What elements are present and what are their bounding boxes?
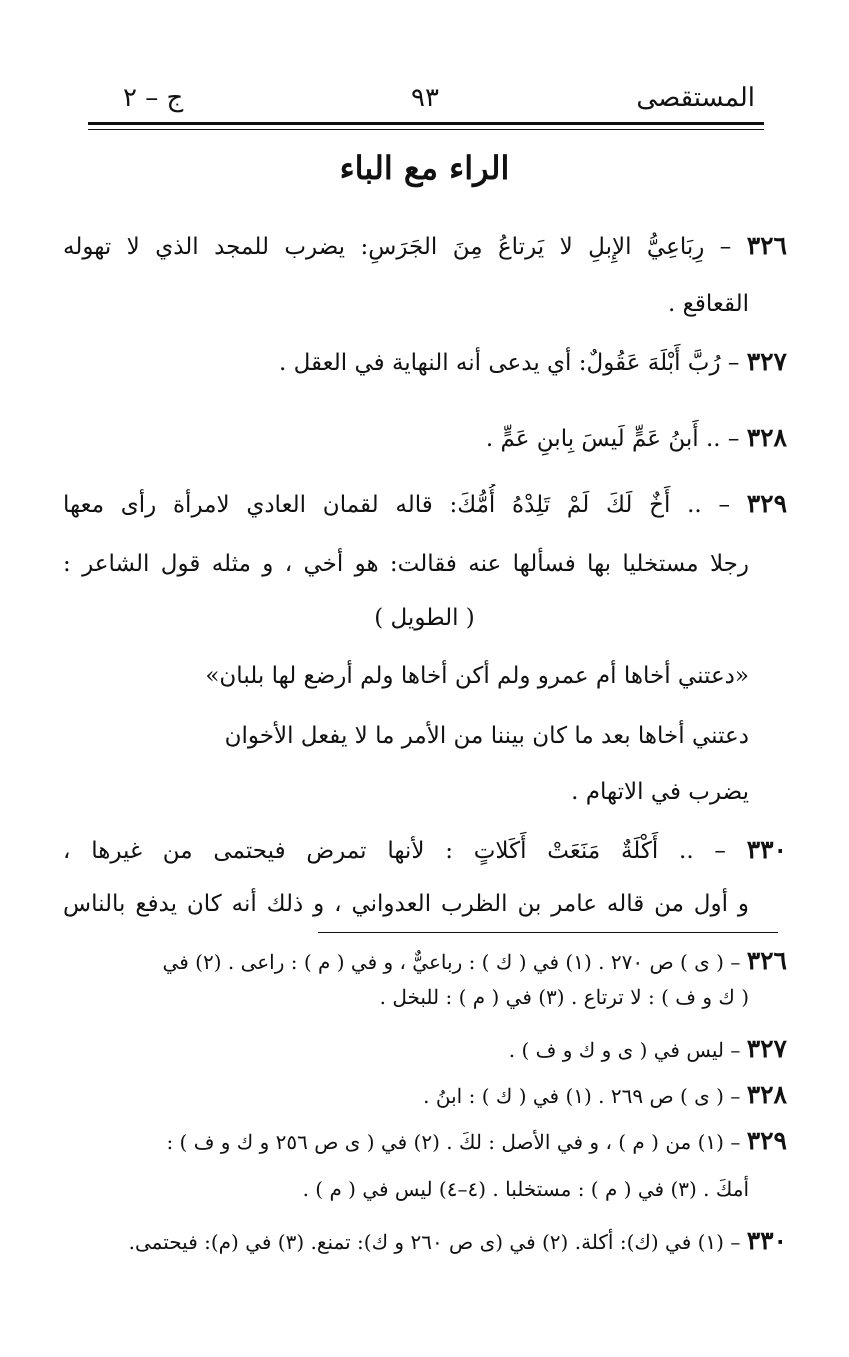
header-rule	[88, 122, 764, 125]
footnote-327	[63, 1032, 787, 1067]
footnote-text: – (١) في (ك): أكلة. (٢) في (ى ص ٢٦٠ و ك): تمنع. (٣) في (م): فيحتمى.	[128, 1230, 741, 1254]
footnote-rule	[318, 932, 778, 933]
header-rule-thin	[88, 129, 764, 130]
entry-number: ٣٢٩	[746, 489, 787, 518]
entry-326-line-2	[63, 284, 749, 324]
footnote-328	[63, 1078, 787, 1113]
footnote-326-line-2	[63, 980, 749, 1014]
entry-329-line-2	[63, 544, 749, 584]
footnote-text: – ( ى ) ص ٢٧٠ . (١) في ( ك ) : رباعيٌّ ، و في ( م ) : راعى . (٢) في	[162, 950, 741, 974]
footnote-number: ٣٢٩	[746, 1126, 787, 1155]
footnote-329-line-2	[63, 1172, 749, 1206]
section-title: الراء مع الباء	[339, 149, 510, 187]
footnote-text: ( ك و ف ) : لا ترتاع . (٣) في ( م ) : للبخل .	[379, 985, 749, 1009]
footnote-329-line-1	[63, 1124, 787, 1159]
entry-text: – رِبَاعِيُّ الإِبلِ لا يَرتاعُ مِنَ الجَرَسِ: يضرب للمجد الذي لا تهوله	[63, 234, 732, 260]
footnote-text: – ليس في ( ى و ك و ف ) .	[508, 1038, 741, 1062]
entry-327-line-1	[63, 342, 787, 383]
meter-text: ( الطويل )	[374, 605, 475, 631]
book-title: المستقصى	[636, 83, 755, 113]
entry-330-line-2	[63, 884, 749, 924]
entry-number: ٣٣٠	[746, 835, 787, 864]
footnote-text: – (١) من ( م ) ، و في الأصل : لكَ . (٢) في ( ى ص ٢٥٦ و ك و ف ) :	[166, 1130, 741, 1154]
entry-text: – .. أَخٌ لَكَ لَمْ تَلِدْهُ أُمُّكَ: قاله لقمان العادي لامرأة رأى معها	[63, 492, 730, 518]
page-header	[95, 78, 755, 118]
entry-text: – رُبَّ أَبْلَهَ عَقُولٌ: أي يدعى أنه النهاية في العقل .	[278, 350, 740, 376]
entry-text: – .. أَبنُ عَمٍّ لَيسَ بِابنِ عَمٍّ .	[485, 426, 740, 452]
entry-text: و أول من قاله عامر بن الظرب العدواني ، و ذلك أنه كان يدفع بالناس	[63, 891, 749, 917]
verse-text: دعتني أخاها بعد ما كان بيننا من الأمر ما لا يفعل الأخوان	[224, 723, 749, 749]
entry-326-line-1	[63, 226, 787, 267]
verse-1	[85, 656, 749, 696]
footnote-text: أمكَ . (٣) في ( م ) : مستخلبا . (٤–٤) ليس في ( م ) .	[302, 1177, 749, 1201]
footnote-text: – ( ى ) ص ٢٦٩ . (١) في ( ك ) : ابنُ .	[423, 1084, 741, 1108]
entry-number: ٣٢٧	[746, 347, 787, 376]
verse-2	[85, 716, 749, 756]
entry-329-line-1	[63, 484, 787, 525]
footnote-330	[63, 1224, 787, 1259]
entry-330-line-1	[63, 830, 787, 871]
footnote-326-line-1	[63, 944, 787, 979]
entry-text: – .. أَكْلَةٌ مَنَعَتْ أَكَلاتٍ : لأنها تمرض فيحتمى من غيرها ،	[63, 838, 726, 864]
entry-329-line-6	[63, 772, 749, 812]
entry-text: يضرب في الاتهام .	[571, 779, 749, 805]
volume-label: ج – ٢	[123, 83, 184, 113]
footnote-number: ٣٢٨	[746, 1080, 787, 1109]
meter-label	[0, 598, 849, 638]
entry-text: القعاقع .	[668, 291, 749, 317]
verse-text: «دعتني أخاها أم عمرو ولم أكن أخاها ولم أرضع لها بلبان»	[205, 663, 749, 689]
entry-number: ٣٢٦	[746, 231, 787, 260]
entry-text: رجلا مستخليا بها فسألها عنه فقالت: هو أخي ، و مثله قول الشاعر :	[63, 551, 749, 577]
entry-number: ٣٢٨	[746, 423, 787, 452]
footnote-number: ٣٣٠	[746, 1226, 787, 1255]
footnote-number: ٣٢٦	[746, 946, 787, 975]
page-number: ٩٣	[411, 83, 439, 113]
entry-328-line-1	[63, 418, 787, 459]
footnote-number: ٣٢٧	[746, 1034, 787, 1063]
